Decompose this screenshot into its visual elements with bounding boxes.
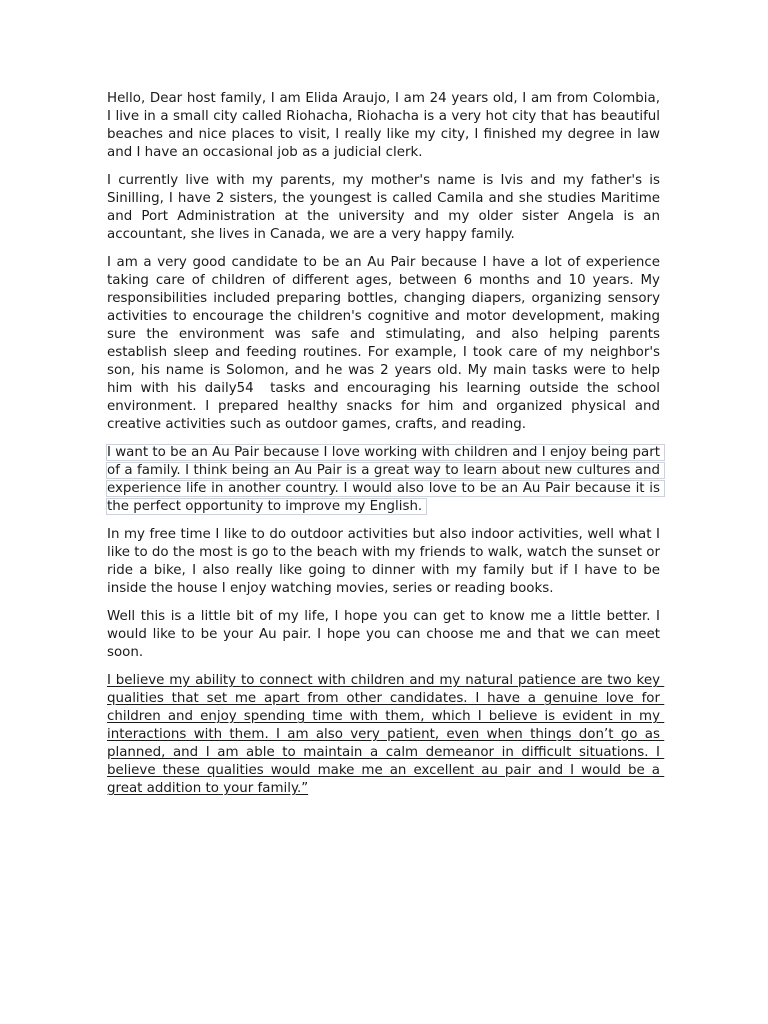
paragraph-introduction: Hello, Dear host family, I am Elida Araujo, I am 24 years old, I am from Colombia, I live in a small city called Riohacha, Riohacha is a very hot city that has beautiful beaches and nice places to visit, I really like my city, I finished my degree in law and I have an occasional job as a judicial clerk. (107, 91, 665, 160)
paragraph-closing: Well this is a little bit of my life, I hope you can get to know me a little better. I would like to be your Au pair. I hope you can choose me and that we can meet soon. (107, 609, 665, 660)
highlighted-text: I want to be an Au Pair because I love working with children and I enjoy being part of a family. I think being an Au Pair is a great way to learn about new cultures and experience life in another country. I would also love to be an Au Pair because it is the perfect opportunity to improve my English. (107, 445, 665, 514)
paragraph-motivation (107, 444, 665, 516)
paragraph-family: I currently live with my parents, my mother's name is Ivis and my father's is Sinilling, I have 2 sisters, the youngest is called Camila and she studies Maritime and Port Administration at the university and my older sister Angela is an accountant, she lives in Canada, we are a very happy family. (107, 173, 665, 242)
paragraph-free-time: In my free time I like to do outdoor activities but also indoor activities, well what I like to do the most is go to the beach with my friends to walk, watch the sunset or ride a bike, I also really like going to dinner with my family but if I have to be inside the house I enjoy watching movies, series or reading books. (107, 527, 665, 596)
paragraph-qualities: I believe my ability to connect with children and my natural patience are two key qualities that set me apart from other candidates. I have a genuine love for children and enjoy spending time with them, which I believe is evident in my interactions with them. I am also very patient, even when things don’t go as planned, and I am able to maintain a calm demeanor in difficult situations. I believe these qualities would make me an excellent au pair and I would be a great addition to your family.” (107, 673, 665, 796)
document-page (107, 90, 665, 808)
paragraph-experience: I am a very good candidate to be an Au Pair because I have a lot of experience taking care of children of different ages, between 6 months and 10 years. My responsibilities included preparing bottles, changing diapers, organizing sensory activities to encourage the children's cognitive and motor development, making sure the environment was safe and stimulating, and also helping parents establish sleep and feeding routines. For example, I took care of my neighbor's son, his name is Solomon, and he was 2 years old. My main tasks were to help him with his daily54 tasks and encouraging his learning outside the school environment. I prepared healthy snacks for him and organized physical and creative activities such as outdoor games, crafts, and reading. (107, 255, 665, 432)
